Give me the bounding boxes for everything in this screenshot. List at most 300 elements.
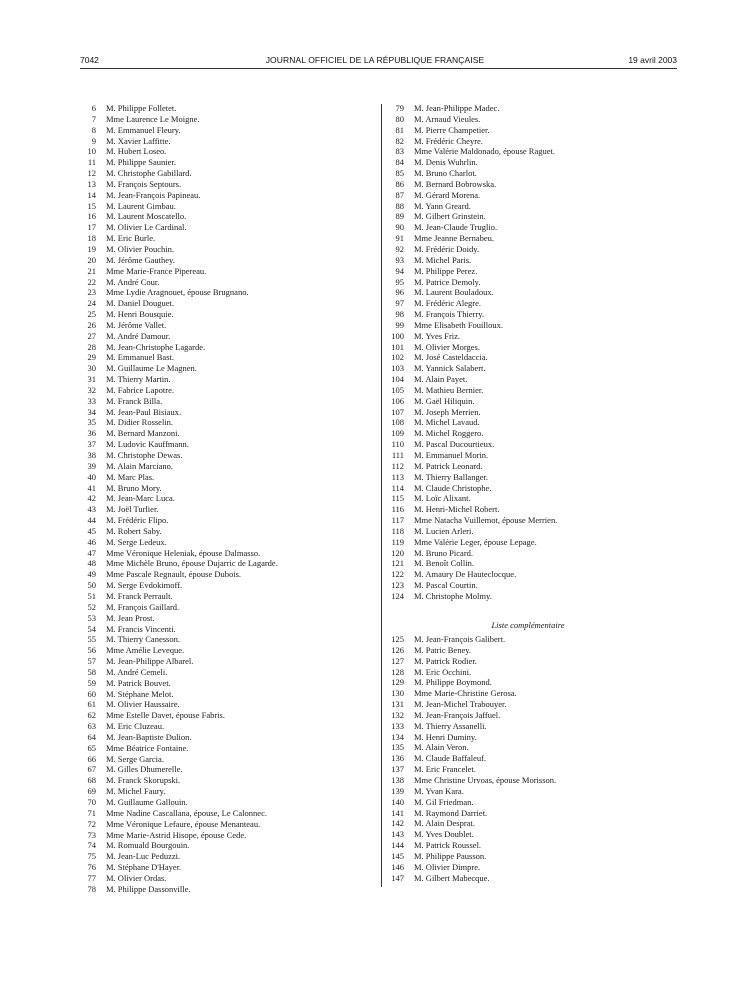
list-item — [388, 331, 708, 342]
list-item — [80, 483, 375, 494]
entry-name: M. Jean-Michel Trabouyer. — [414, 699, 507, 710]
entry-name: M. Henri-Michel Robert. — [414, 504, 500, 515]
entry-name: Mme Véronique Lefaure, épouse Menanteau. — [106, 818, 261, 829]
entry-name: Mme Valérie Leger, épouse Lepage. — [414, 536, 537, 547]
entry-number: 103 — [391, 363, 404, 374]
list-item — [80, 569, 375, 580]
list-item — [80, 157, 375, 168]
entry-name: M. Pascal Courtin. — [414, 580, 478, 591]
entry-name: M. José Casteldaccia. — [414, 352, 488, 363]
entry-name: M. Bernard Manzoni. — [106, 428, 180, 439]
entry-number: 101 — [391, 341, 404, 352]
entry-name: Mme Pascale Regnault, épouse Dubois. — [106, 569, 242, 580]
entry-name: Mme Marie-Christine Gerosa. — [414, 688, 517, 699]
list-item — [388, 591, 708, 602]
entry-name: M. Robert Saby. — [106, 525, 162, 536]
list-item — [80, 537, 375, 548]
entry-name: M. Jean-Christophe Lagarde. — [106, 341, 206, 352]
entry-number: 88 — [395, 200, 404, 211]
entry-number: 106 — [391, 395, 404, 406]
entry-name: M. Bruno Mory. — [106, 482, 162, 493]
list-item — [80, 190, 375, 201]
list-item — [388, 407, 708, 418]
entry-name: M. Thierry Canesson. — [106, 634, 180, 645]
entry-name: M. Frédéric Flipo. — [106, 515, 169, 526]
list-item — [388, 818, 708, 829]
entry-name: M. Christophe Dewas. — [106, 450, 183, 460]
entry-name: M. François Septours. — [106, 178, 182, 189]
list-item — [388, 342, 708, 353]
list-item — [80, 472, 375, 483]
entry-name: M. Serge Ledeux. — [106, 536, 167, 547]
list-item — [388, 266, 708, 277]
entry-name: M. Denis Wuhrlin. — [414, 157, 478, 168]
entry-name: M. Philippe Pausson. — [414, 850, 487, 861]
entry-name: M. Arnaud Vieules. — [414, 113, 481, 124]
entry-name: Mme Nadine Cascallana, épouse, Le Calonnec. — [106, 807, 267, 818]
entry-name: M. Eric Occhini. — [414, 666, 472, 677]
entry-number: 28 — [87, 341, 96, 352]
entry-name: Mme Natacha Vuillemot, épouse Merrien. — [414, 515, 558, 526]
entry-number: 54 — [87, 623, 96, 634]
entry-number: 116 — [391, 504, 404, 515]
list-item — [388, 287, 708, 298]
entry-number: 121 — [391, 558, 404, 569]
column-divider — [381, 104, 382, 887]
list-item — [388, 179, 708, 190]
list-item — [388, 786, 708, 797]
list-item — [80, 352, 375, 363]
entry-name: M. Xavier Laffitte. — [106, 135, 171, 146]
entry-number: 110 — [391, 439, 404, 450]
list-item — [80, 808, 375, 819]
entry-name: M. Thierry Assanelli. — [414, 720, 487, 731]
list-item — [388, 255, 708, 266]
entry-name: M. Philippe Saunier. — [106, 157, 176, 168]
list-item — [388, 461, 708, 472]
entry-number: 137 — [391, 764, 404, 775]
entry-name: M. Marc Plas. — [106, 471, 155, 482]
entry-number: 76 — [87, 862, 96, 873]
entry-number: 108 — [391, 417, 404, 428]
list-item — [80, 374, 375, 385]
entry-number: 115 — [391, 493, 404, 504]
list-item — [80, 309, 375, 320]
list-item — [388, 385, 708, 396]
entry-name: M. Laurent Gimbau. — [106, 200, 176, 211]
entry-name: M. Joël Turlier. — [106, 504, 159, 515]
entry-number: 46 — [87, 536, 96, 547]
entry-name: M. Olivier Dimpre. — [414, 861, 481, 872]
entry-number: 100 — [391, 330, 404, 341]
entry-number: 87 — [395, 189, 404, 200]
entry-number: 132 — [391, 709, 404, 720]
list-item — [80, 439, 375, 450]
list-item — [80, 396, 375, 407]
list-item — [388, 840, 708, 851]
list-item — [80, 613, 375, 624]
list-item — [388, 439, 708, 450]
entry-number: 72 — [87, 818, 96, 829]
list-item — [80, 743, 375, 754]
entry-number: 43 — [87, 504, 96, 515]
entry-number: 85 — [395, 168, 404, 179]
entry-number: 92 — [395, 243, 404, 254]
entry-number: 114 — [391, 482, 404, 493]
entry-number: 14 — [87, 189, 96, 200]
right-name-list — [388, 103, 708, 602]
list-item — [80, 645, 375, 656]
list-item — [80, 103, 375, 114]
entry-name: M. Gaël Hiliquin. — [414, 395, 475, 406]
entry-number: 142 — [391, 818, 404, 829]
entry-name: M. Claude Christophe. — [414, 482, 492, 493]
entry-name: M. Yves Friz. — [414, 330, 461, 341]
entry-number: 139 — [391, 785, 404, 796]
entry-number: 111 — [391, 450, 404, 460]
entry-number: 80 — [395, 113, 404, 124]
entry-number: 125 — [391, 634, 404, 644]
entry-number: 99 — [395, 319, 404, 330]
entry-number: 21 — [87, 265, 96, 276]
entry-name: M. Emmanuel Morin. — [414, 450, 489, 460]
entry-number: 70 — [87, 797, 96, 807]
entry-number: 120 — [391, 547, 404, 558]
list-item — [388, 764, 708, 775]
entry-name: M. Michel Paris. — [414, 254, 472, 265]
list-item — [80, 624, 375, 635]
entry-name: M. Patrick Rodier. — [414, 655, 477, 666]
entry-number: 138 — [391, 774, 404, 785]
list-item — [388, 493, 708, 504]
list-item — [80, 222, 375, 233]
list-item — [80, 548, 375, 559]
entry-number: 82 — [395, 135, 404, 146]
list-item — [80, 797, 375, 808]
entry-number: 147 — [391, 872, 404, 883]
entry-name: M. Olivier Le Cardinal. — [106, 222, 187, 233]
entry-number: 135 — [391, 742, 404, 753]
entry-number: 17 — [87, 222, 96, 233]
entry-number: 62 — [87, 710, 96, 721]
entry-name: M. Eric Burle. — [106, 233, 156, 244]
entry-number: 51 — [87, 590, 96, 601]
entry-name: Mme Marie-France Pipereau. — [106, 265, 207, 276]
entry-name: M. Olivier Haussaire. — [106, 699, 180, 710]
entry-number: 50 — [87, 580, 96, 591]
entry-number: 61 — [87, 699, 96, 710]
entry-number: 104 — [391, 374, 404, 385]
entry-name: M. Jean-François Galibert. — [414, 634, 506, 644]
list-item — [388, 699, 708, 710]
entry-number: 52 — [87, 601, 96, 612]
entry-name: Mme Amélie Leveque. — [106, 645, 185, 656]
entry-name: M. Guillaume Gallouin. — [106, 797, 188, 807]
entry-name: M. Patric Beney. — [414, 644, 472, 655]
list-item — [388, 233, 708, 244]
list-item — [80, 873, 375, 884]
list-item — [388, 114, 708, 125]
list-item — [80, 851, 375, 862]
entry-number: 124 — [391, 590, 404, 601]
entry-number: 13 — [87, 178, 96, 189]
entry-name: M. Henri Bousquie. — [106, 309, 174, 320]
entry-name: Mme Marie-Astrid Hisope, épouse Cede. — [106, 829, 247, 840]
entry-name: M. Amaury De Hauteclocque. — [414, 569, 517, 580]
entry-number: 83 — [395, 146, 404, 157]
entry-number: 37 — [87, 439, 96, 450]
entry-name: M. Emmanuel Bast. — [106, 352, 174, 363]
list-item — [80, 721, 375, 732]
entry-name: M. Patrice Demoly. — [414, 276, 481, 287]
entry-number: 98 — [395, 309, 404, 320]
entry-number: 127 — [391, 655, 404, 666]
list-item — [80, 699, 375, 710]
entry-name: M. Thierry Martin. — [106, 374, 171, 385]
list-item — [80, 515, 375, 526]
list-item — [388, 732, 708, 743]
entry-name: M. Stéphane Melot. — [106, 688, 174, 699]
entry-number: 10 — [87, 146, 96, 157]
list-item — [388, 569, 708, 580]
list-item — [80, 179, 375, 190]
list-item — [80, 884, 375, 895]
entry-name: M. Joseph Merrien. — [414, 406, 481, 417]
entry-name: M. Franck Skorupski. — [106, 775, 181, 786]
entry-name: M. Gilles Dhumerelle. — [106, 764, 183, 775]
list-item — [80, 450, 375, 461]
entry-number: 136 — [391, 753, 404, 764]
entry-name: M. Gilbert Mabecque. — [414, 872, 490, 883]
entry-number: 73 — [87, 829, 96, 840]
entry-name: M. Stéphane D'Hayer. — [106, 862, 182, 873]
entry-number: 107 — [391, 406, 404, 417]
list-item — [388, 309, 708, 320]
entry-name: M. Olivier Morges. — [414, 341, 480, 352]
list-item — [388, 136, 708, 147]
entry-number: 96 — [395, 287, 404, 298]
list-item — [80, 754, 375, 765]
list-item — [80, 211, 375, 222]
list-item — [388, 298, 708, 309]
entry-number: 27 — [87, 330, 96, 341]
list-item — [80, 201, 375, 212]
entry-number: 33 — [87, 395, 96, 406]
list-item — [80, 417, 375, 428]
entry-name: M. Serge Evdokimoff. — [106, 580, 183, 591]
list-item — [388, 417, 708, 428]
entry-name: M. Emmanuel Fleury. — [106, 124, 181, 135]
entry-name: M. Yves Doublet. — [414, 829, 474, 840]
entry-number: 75 — [87, 851, 96, 862]
list-item — [80, 331, 375, 342]
list-item — [80, 656, 375, 667]
list-item — [80, 428, 375, 439]
list-item — [388, 483, 708, 494]
entry-number: 12 — [87, 168, 96, 179]
entry-name: M. Serge Garcia. — [106, 753, 164, 764]
entry-name: M. André Cour. — [106, 276, 160, 287]
list-item — [388, 753, 708, 764]
entry-number: 145 — [391, 850, 404, 861]
entry-name: M. Hubert Loseo. — [106, 146, 167, 157]
list-item — [80, 764, 375, 775]
entry-name: M. François Thierry. — [414, 309, 485, 320]
list-item — [80, 244, 375, 255]
list-item — [388, 775, 708, 786]
list-item — [80, 786, 375, 797]
entry-name: M. Alain Marciano. — [106, 460, 174, 471]
supplementary-name-list — [388, 634, 708, 883]
entry-number: 49 — [87, 569, 96, 580]
list-item — [388, 222, 708, 233]
entry-name: M. Romuald Bourgouin. — [106, 840, 190, 851]
list-item — [388, 363, 708, 374]
entry-name: M. Alain Payet. — [414, 374, 468, 385]
list-item — [388, 277, 708, 288]
list-item — [388, 862, 708, 873]
entry-number: 8 — [91, 124, 96, 135]
list-item — [388, 504, 708, 515]
list-item — [80, 830, 375, 841]
entry-number: 93 — [395, 254, 404, 265]
entry-number: 41 — [87, 482, 96, 493]
list-item — [80, 277, 375, 288]
entry-number: 129 — [391, 677, 404, 688]
supplementary-list-heading: Liste complémentaire — [491, 620, 565, 630]
entry-number: 143 — [391, 829, 404, 840]
entry-number: 81 — [395, 124, 404, 135]
list-item — [388, 472, 708, 483]
entry-number: 134 — [391, 731, 404, 742]
entry-name: M. Jean-Philippe Albarel. — [106, 656, 194, 667]
entry-number: 15 — [87, 200, 96, 211]
entry-number: 48 — [87, 558, 96, 569]
list-item — [80, 558, 375, 569]
entry-name: M. Pascal Ducourtieux. — [414, 439, 495, 450]
list-item — [80, 125, 375, 136]
entry-number: 20 — [87, 254, 96, 265]
entry-name: M. Jean-Baptiste Dulion. — [106, 731, 192, 742]
entry-number: 131 — [391, 699, 404, 710]
entry-number: 35 — [87, 417, 96, 428]
entry-number: 71 — [87, 807, 96, 818]
entry-number: 66 — [87, 753, 96, 764]
entry-name: M. Fabrice Lapotre. — [106, 384, 174, 395]
entry-name: M. Jean-François Papineau. — [106, 189, 201, 200]
entry-name: M. Franck Perrault. — [106, 590, 173, 601]
entry-number: 56 — [87, 645, 96, 656]
entry-number: 112 — [391, 460, 404, 471]
list-item — [388, 515, 708, 526]
entry-number: 18 — [87, 233, 96, 244]
entry-name: Mme Lydie Aragnouet, épouse Brugnano. — [106, 287, 249, 298]
list-item — [80, 526, 375, 537]
entry-number: 44 — [87, 515, 96, 526]
entry-number: 144 — [391, 840, 404, 851]
entry-name: M. Gil Friedman. — [414, 796, 474, 807]
entry-name: M. Jean-Claude Truglio. — [414, 222, 498, 233]
list-item — [80, 591, 375, 602]
entry-number: 77 — [87, 872, 96, 883]
list-item — [388, 645, 708, 656]
entry-name: M. Patrick Roussel. — [414, 840, 482, 851]
list-item — [80, 287, 375, 298]
entry-number: 89 — [395, 211, 404, 222]
list-item — [80, 678, 375, 689]
entry-name: Mme Laurence Le Moigne. — [106, 113, 200, 124]
page-number: 7042 — [80, 55, 99, 65]
entry-name: M. Laurent Bouladoux. — [414, 287, 494, 298]
list-item — [388, 580, 708, 591]
list-item — [388, 526, 708, 537]
list-item — [80, 775, 375, 786]
list-item — [388, 797, 708, 808]
list-item — [80, 266, 375, 277]
entry-number: 16 — [87, 211, 96, 222]
entry-number: 69 — [87, 786, 96, 797]
entry-number: 11 — [87, 157, 96, 168]
entry-name: M. Jérôme Gauthey. — [106, 254, 175, 265]
entry-name: M. Jean Prost. — [106, 612, 155, 623]
entry-name: M. Jean-Philippe Madec. — [414, 103, 500, 113]
entry-number: 32 — [87, 384, 96, 395]
list-item — [80, 504, 375, 515]
entry-name: M. Eric Francelet. — [414, 764, 476, 775]
entry-number: 38 — [87, 450, 96, 460]
entry-number: 123 — [391, 580, 404, 591]
entry-name: M. Jean-Marc Luca. — [106, 493, 175, 504]
entry-name: M. Claude Baffaleuf. — [414, 753, 487, 764]
entry-name: M. Yvan Kara. — [414, 785, 464, 796]
entry-name: M. Guillaume Le Magnen. — [106, 363, 197, 374]
entry-name: Mme Valérie Maldonado, épouse Raguet. — [414, 146, 556, 157]
entry-number: 64 — [87, 731, 96, 742]
entry-name: M. Bruno Charlot. — [414, 168, 477, 179]
entry-name: M. Olivier Pouchin. — [106, 243, 174, 254]
entry-number: 79 — [395, 103, 404, 113]
entry-name: M. Frédéric Alegre. — [414, 298, 482, 309]
entry-name: Mme Christine Urvoas, épouse Morisson. — [414, 774, 557, 785]
list-item — [388, 548, 708, 559]
header-rule — [80, 68, 677, 69]
entry-number: 146 — [391, 861, 404, 872]
entry-name: M. Thierry Ballanger. — [414, 471, 488, 482]
entry-number: 63 — [87, 721, 96, 732]
entry-name: M. Frédéric Cheyre. — [414, 135, 483, 146]
entry-number: 47 — [87, 547, 96, 558]
entry-number: 42 — [87, 493, 96, 504]
list-item — [388, 710, 708, 721]
list-item — [388, 428, 708, 439]
list-item — [80, 320, 375, 331]
entry-number: 67 — [87, 764, 96, 775]
list-item — [80, 461, 375, 472]
entry-number: 19 — [87, 243, 96, 254]
entry-number: 133 — [391, 720, 404, 731]
entry-name: Mme Elisabeth Fouilloux. — [414, 319, 504, 330]
list-item — [388, 851, 708, 862]
entry-number: 40 — [87, 471, 96, 482]
entry-name: M. Didier Rosselin. — [106, 417, 174, 428]
entry-number: 97 — [395, 298, 404, 309]
list-item — [388, 537, 708, 548]
entry-name: M. Philippe Boymond. — [414, 677, 492, 688]
entry-name: M. André Damour. — [106, 330, 171, 341]
entry-number: 7 — [91, 113, 96, 124]
entry-name: Mme Jeanne Bernabeu. — [414, 233, 495, 244]
entry-number: 141 — [391, 807, 404, 818]
